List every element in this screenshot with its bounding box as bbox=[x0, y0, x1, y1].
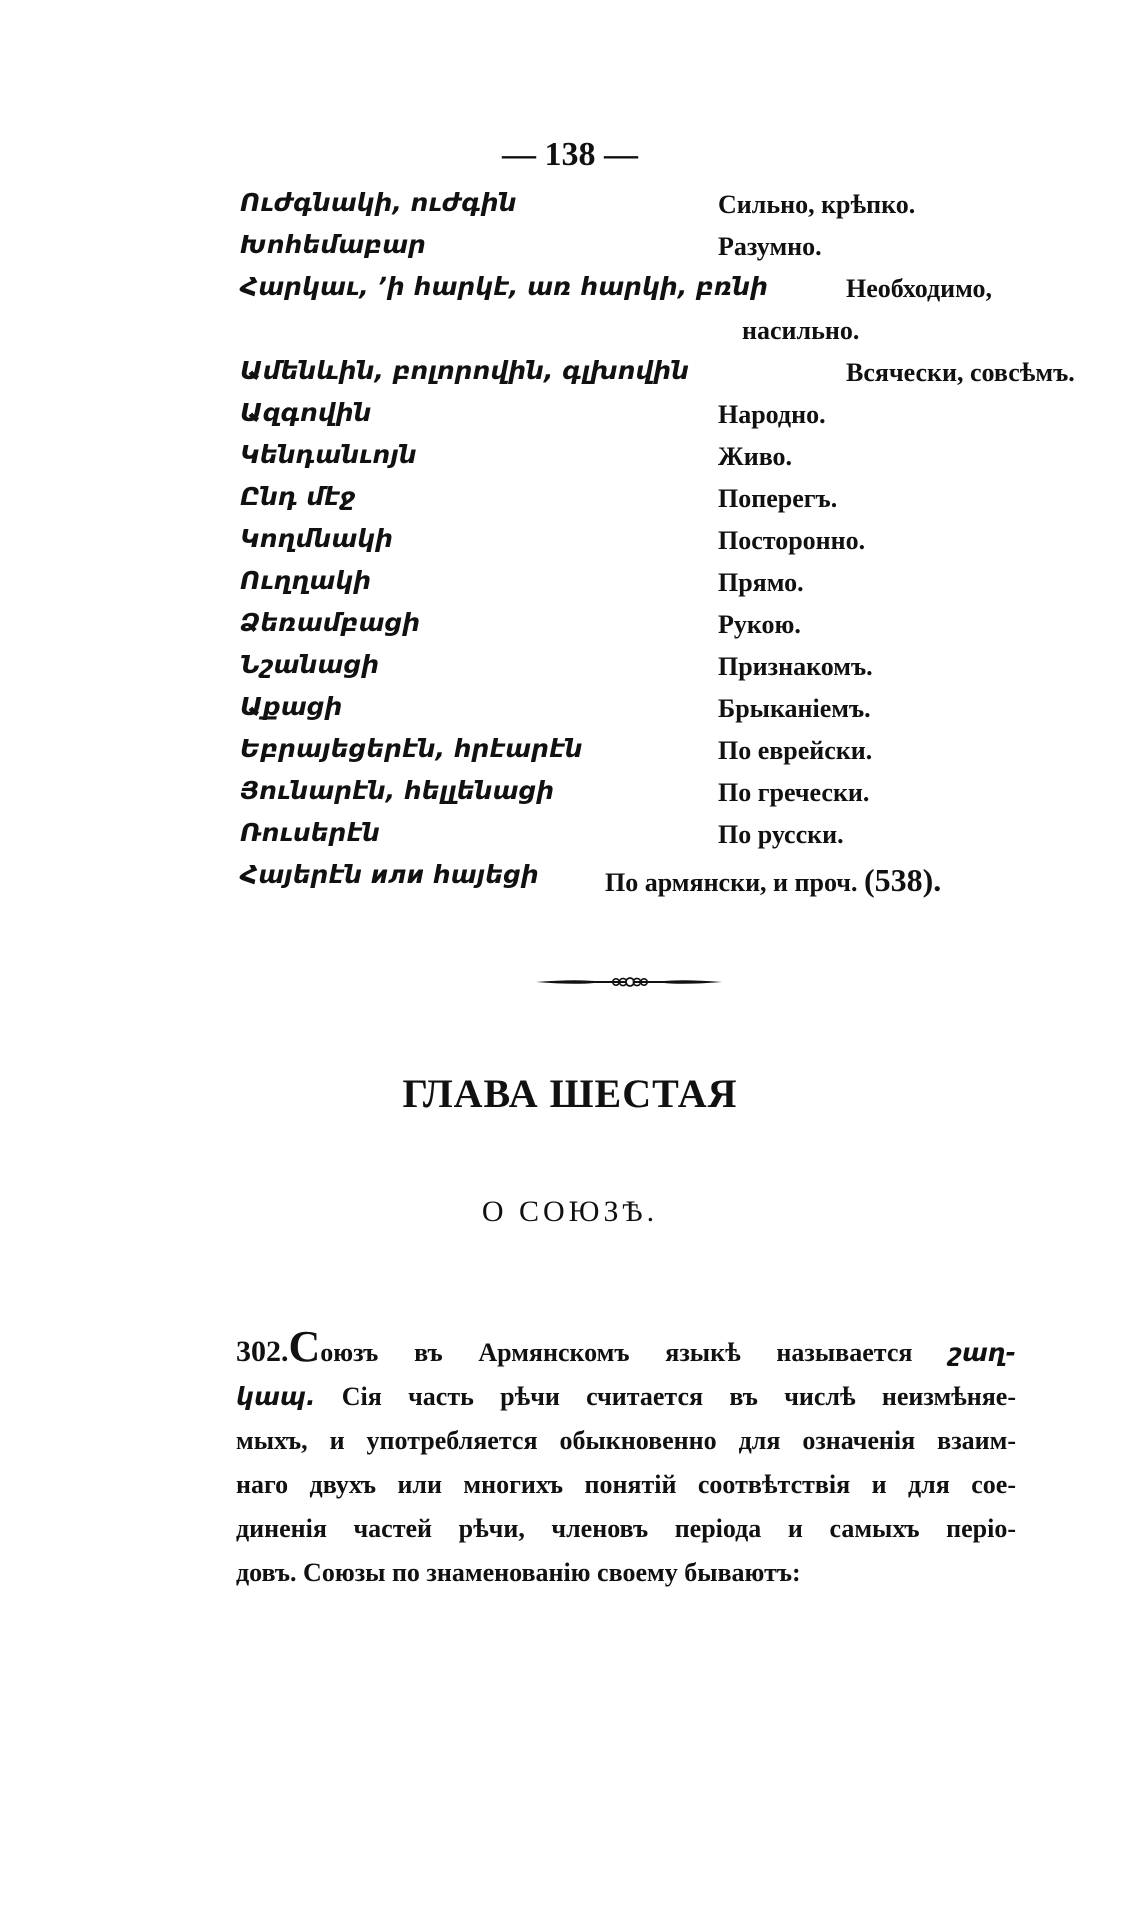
list-item bbox=[240, 230, 1020, 272]
russian-translation: Народно. bbox=[718, 400, 826, 429]
paragraph-line: наго двухъ или многихъ понятій соотвѣтствія и для сое- bbox=[236, 1470, 1016, 1499]
paragraph-line bbox=[236, 1375, 1016, 1419]
russian-translation: Посторонно. bbox=[718, 526, 866, 555]
list-item bbox=[240, 776, 1020, 818]
paragraph-line bbox=[236, 1322, 1017, 1375]
armenian-term: Հարկաւ, ՚ի հարկէ, առ հարկի, բռնի bbox=[240, 272, 768, 301]
russian-translation: По русски. bbox=[718, 820, 844, 849]
paragraph-line: мыхъ, и употребляется обыкновенно для означенія взаим- bbox=[236, 1426, 1016, 1455]
armenian-term: Կողմնակի bbox=[240, 524, 393, 553]
section-title: О СОЮЗѢ. bbox=[481, 1195, 659, 1228]
armenian-term: Հայերէն или հայեցի bbox=[240, 860, 539, 889]
armenian-term: Նշանացի bbox=[240, 650, 380, 679]
russian-translation: Брыканіемъ. bbox=[718, 694, 871, 723]
russian-translation: Всячески, совсѣмъ. bbox=[846, 358, 1075, 387]
russian-translation: Сильно, крѣпко. bbox=[718, 190, 916, 219]
chapter-title: ГЛАВА ШЕСТАЯ bbox=[402, 1071, 738, 1116]
list-item bbox=[240, 398, 1020, 440]
armenian-term: Ռուսերէն bbox=[240, 818, 380, 847]
russian-translation: Прямо. bbox=[718, 568, 804, 597]
armenian-term: Յունարէն, հելլենացի bbox=[240, 776, 555, 805]
list-item bbox=[240, 692, 1020, 734]
body-paragraph bbox=[236, 1322, 1017, 1595]
russian-translation: По еврейски. bbox=[718, 736, 873, 765]
list-item bbox=[240, 356, 1075, 398]
armenian-term: Աքացի bbox=[240, 692, 343, 721]
armenian-term: Կենդանւոյն bbox=[240, 440, 417, 469]
armenian-term: Ուժգնակի, ուժգին bbox=[240, 188, 517, 217]
list-item bbox=[240, 608, 1020, 650]
russian-translation: Разумно. bbox=[718, 232, 822, 261]
list-item bbox=[240, 860, 1020, 902]
russian-translation: Признакомъ. bbox=[718, 652, 873, 681]
armenian-term: Խոհեմաբար bbox=[240, 230, 426, 259]
list-item bbox=[240, 566, 1020, 608]
section-reference: (538). bbox=[863, 862, 942, 898]
paragraph-line: довъ. Союзы по знаменованію своему бываютъ: bbox=[236, 1558, 801, 1587]
russian-translation: По гречески. bbox=[718, 778, 870, 807]
russian-translation: Живо. bbox=[718, 442, 793, 471]
armenian-term: Եբրայեցերէն, հրէարէն bbox=[240, 734, 583, 763]
page-number: — 138 — bbox=[502, 136, 638, 173]
russian-translation: насильно. bbox=[742, 316, 860, 345]
list-item bbox=[240, 440, 1020, 482]
list-item bbox=[240, 524, 1020, 566]
russian-translation bbox=[605, 862, 941, 899]
drop-letter: С bbox=[288, 1322, 321, 1371]
armenian-term: Ուղղակի bbox=[240, 566, 372, 595]
armenian-inline-term: շաղ- bbox=[948, 1338, 1017, 1367]
armenian-term: Ամենևին, բոլորովին, գլխովին bbox=[240, 356, 689, 385]
russian-translation: Необходимо, bbox=[846, 274, 993, 303]
list-item bbox=[240, 314, 1020, 356]
armenian-term: Ազգովին bbox=[240, 398, 372, 427]
list-item bbox=[240, 734, 1020, 776]
ornament-divider-icon bbox=[534, 972, 724, 992]
list-item bbox=[240, 482, 1020, 524]
paragraph-line: диненія частей рѣчи, членовъ періода и самыхъ періо- bbox=[236, 1514, 1016, 1543]
paragraph-text: Сія часть рѣчи считается въ числѣ неизмѣняе- bbox=[341, 1382, 1017, 1411]
russian-translation: Поперегъ. bbox=[718, 484, 838, 513]
armenian-term: Ձեռամբացի bbox=[240, 608, 421, 637]
adverb-list bbox=[240, 188, 1075, 902]
armenian-inline-term: կապ. bbox=[236, 1382, 316, 1411]
russian-translation: Рукою. bbox=[718, 610, 801, 639]
list-item bbox=[240, 650, 1020, 692]
armenian-term: Ընդ մէջ bbox=[240, 482, 356, 511]
list-item bbox=[240, 272, 1020, 314]
russian-text: По армянски, и проч. bbox=[605, 868, 858, 897]
list-item bbox=[240, 188, 1020, 230]
paragraph-text: оюзъ въ Армянскомъ языкѣ называется bbox=[320, 1338, 913, 1367]
paragraph-number: 302. bbox=[236, 1335, 289, 1368]
list-item bbox=[240, 818, 1020, 860]
